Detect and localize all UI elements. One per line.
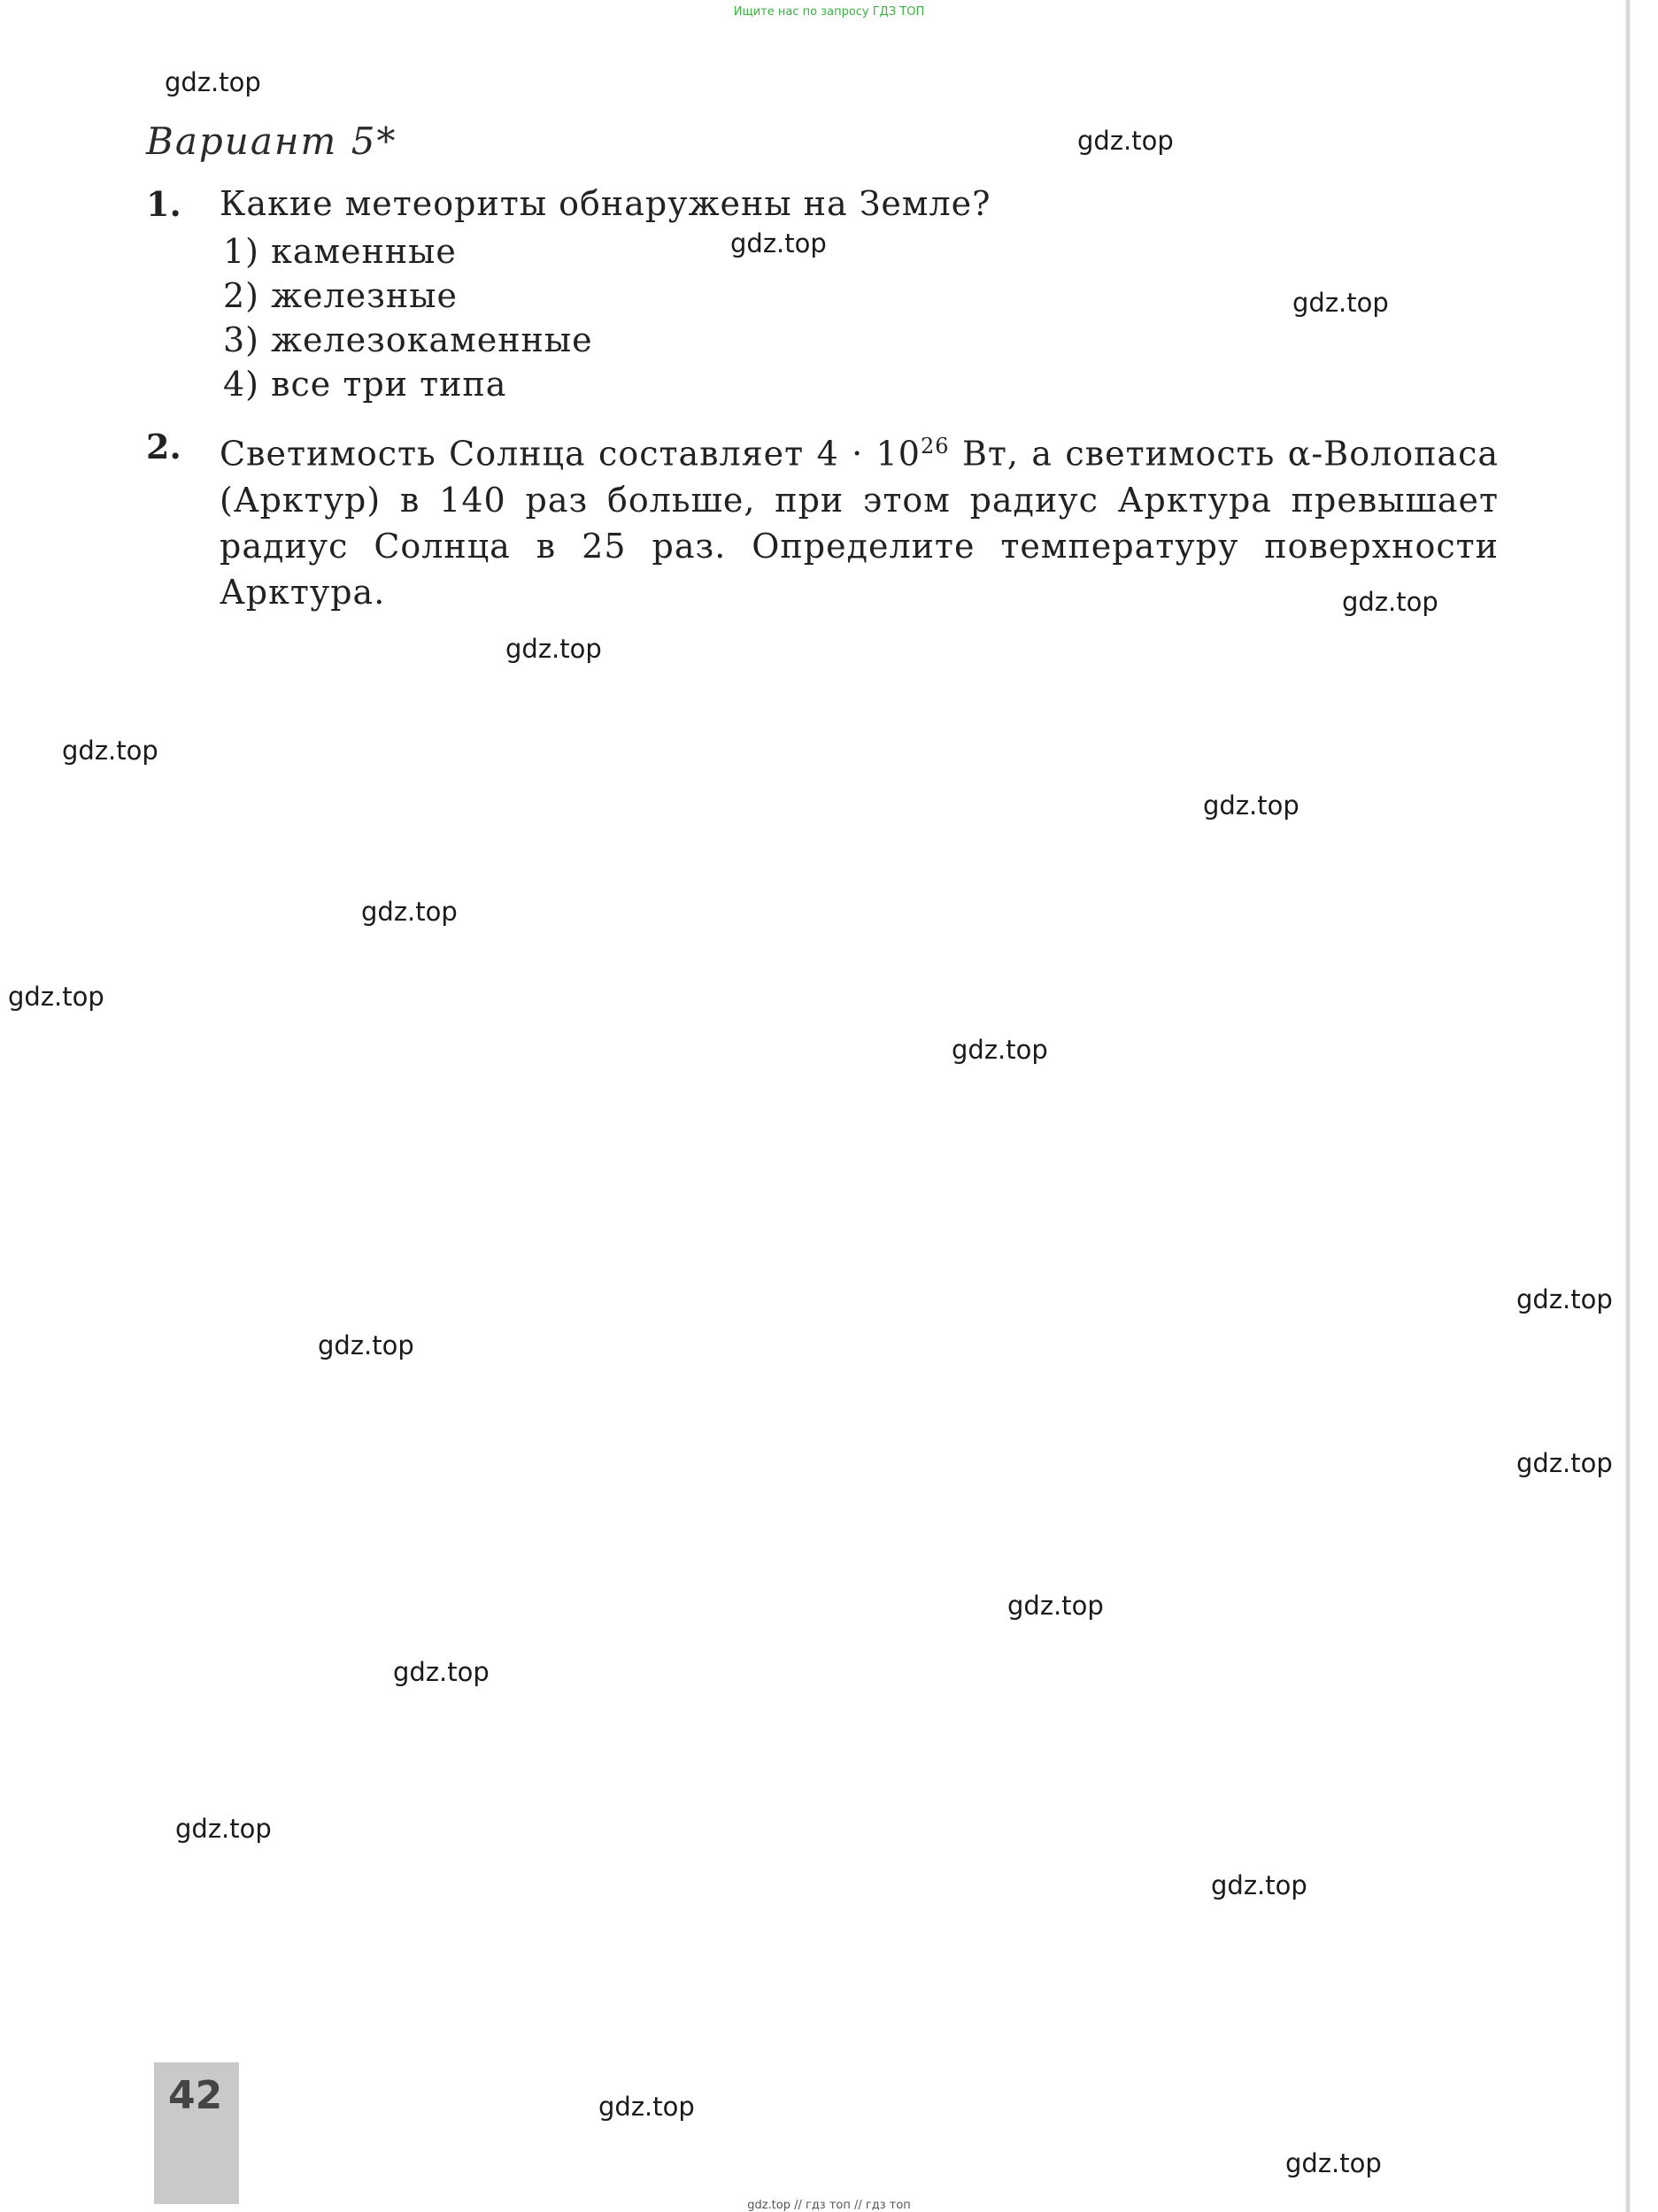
question-2-text-start: Светимость Солнца составляет 4 · 10 (220, 434, 921, 474)
question-2-text (220, 423, 1499, 615)
question-1-option-3: 3) железокаменные (223, 320, 593, 359)
variant-title: Вариант 5* (146, 119, 397, 163)
question-2-exponent: 26 (921, 434, 950, 459)
watermark[interactable]: gdz.top (1342, 587, 1438, 617)
question-1-option-2: 2) железные (223, 276, 458, 315)
question-1-text: Какие метеориты обнаружены на Земле? (220, 184, 991, 223)
watermark[interactable]: gdz.top (1007, 1591, 1104, 1621)
watermark[interactable]: gdz.top (1516, 1284, 1613, 1314)
watermark[interactable]: gdz.top (952, 1035, 1048, 1065)
watermark[interactable]: gdz.top (505, 634, 602, 664)
page-number: 42 (168, 2073, 223, 2118)
watermark[interactable]: gdz.top (1285, 2148, 1382, 2178)
watermark[interactable]: gdz.top (175, 1814, 272, 1844)
question-2-text-end: Вт, а светимость α-Волопаса (Арктур) в 140 раз больше, при этом радиус Арктура превышает радиус Солнца в 25 раз. Определите температуру поверхности Арктура. (220, 434, 1500, 612)
watermark[interactable]: gdz.top (62, 736, 158, 766)
watermark[interactable]: gdz.top (361, 897, 458, 927)
watermark[interactable]: gdz.top (1516, 1448, 1613, 1478)
watermark[interactable]: gdz.top (165, 67, 261, 97)
bottom-banner[interactable]: gdz.top // гдз топ // гдз топ (747, 2199, 911, 2212)
watermark[interactable]: gdz.top (318, 1330, 414, 1360)
watermark[interactable]: gdz.top (1292, 288, 1389, 318)
page-edge (1625, 0, 1631, 2212)
watermark[interactable]: gdz.top (598, 2092, 695, 2122)
question-2-number: 2. (146, 427, 181, 466)
question-1-option-1: 1) каменные (223, 232, 457, 271)
question-1-option-4: 4) все три типа (223, 365, 507, 404)
watermark[interactable]: gdz.top (1203, 790, 1299, 821)
watermark[interactable]: gdz.top (393, 1657, 490, 1687)
question-1-number: 1. (146, 184, 181, 224)
watermark[interactable]: gdz.top (8, 982, 104, 1012)
watermark[interactable]: gdz.top (730, 228, 827, 258)
top-banner[interactable]: Ищите нас по запросу ГДЗ ТОП (733, 5, 925, 19)
watermark[interactable]: gdz.top (1077, 126, 1174, 156)
watermark[interactable]: gdz.top (1211, 1870, 1307, 1900)
